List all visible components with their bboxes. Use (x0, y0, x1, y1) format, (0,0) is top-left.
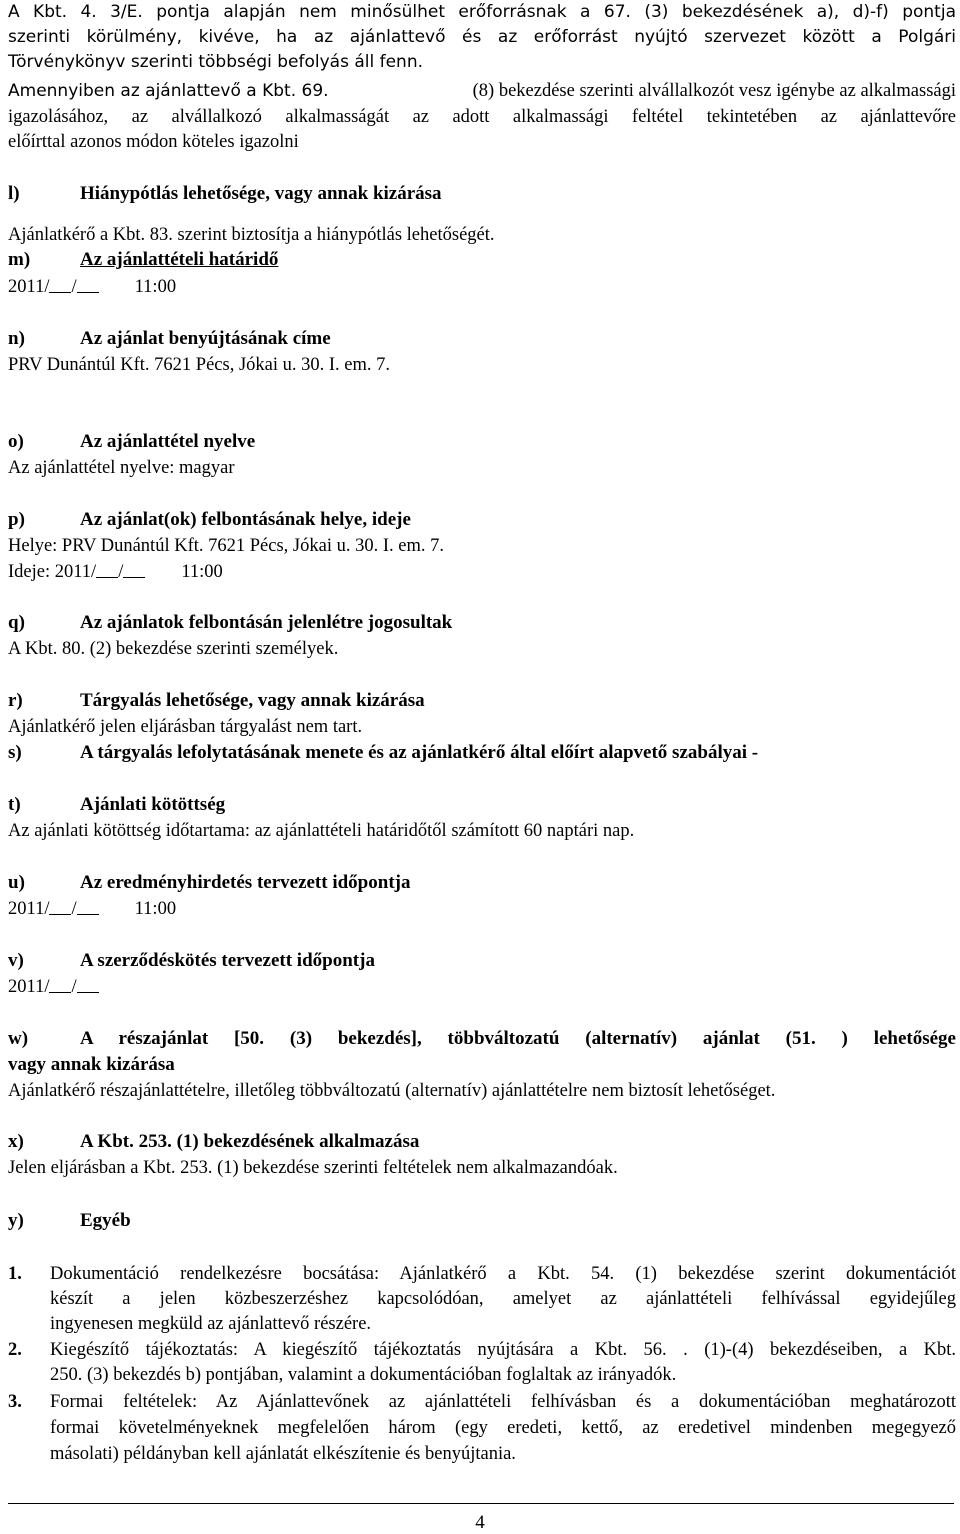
item-number: 2. (8, 1340, 22, 1360)
item-number: 3. (8, 1392, 22, 1412)
section-w-body: Ajánlatkérő részajánlattételre, illetőleg többváltozatú (alternatív) ajánlattételre nem biztosít lehetőséget. (8, 1081, 776, 1101)
section-letter: n) (8, 328, 25, 349)
section-letter: l) (8, 183, 20, 204)
section-title: A Kbt. 253. (1) bekezdésének alkalmazása (80, 1131, 420, 1152)
section-title: Ajánlati kötöttség (80, 794, 226, 815)
section-title: Az eredményhirdetés tervezett időpontja (80, 872, 411, 893)
section-u-heading (8, 872, 410, 894)
blank-day (77, 977, 99, 993)
page-number: 4 (475, 1512, 485, 1533)
item-number: 1. (8, 1264, 22, 1284)
section-letter: m) (8, 249, 31, 270)
date-prefix: 2011/ (8, 277, 50, 297)
intro-line-1: A Kbt. 4. 3/E. pontja alapján nem minősülhet erőforrásnak a 67. (3) bekezdésének a), d)-f) pontja (8, 2, 956, 22)
item-1-line-2: készít a jelen közbeszerzéshez kapcsolódóan, amelyet az ajánlattételi felhívással egyidejűleg (50, 1289, 956, 1309)
section-q-heading (8, 612, 452, 634)
section-o-heading (8, 431, 255, 453)
footer-divider (8, 1503, 954, 1504)
section-n-heading (8, 328, 331, 350)
intro-line-2: szerinti körülmény, kivéve, ha az ajánlattevő és az erőforrást nyújtó szervezet között a Polgári (8, 27, 956, 47)
section-l-heading (8, 183, 442, 205)
blank-month (49, 277, 71, 293)
section-w-heading-line2: vagy annak kizárása (8, 1054, 175, 1075)
blank-day (123, 562, 145, 578)
time: 11:00 (134, 277, 177, 297)
date-sep: / (71, 977, 77, 997)
blank-month (49, 899, 71, 915)
section-title: Hiánypótlás lehetősége, vagy annak kizárása (80, 183, 442, 204)
intro-line-4-serif: (8) bekezdése szerinti alvállalkozót vesz igénybe az alkalmassági (472, 81, 956, 101)
section-w-heading (8, 1028, 956, 1050)
date-sep: / (71, 277, 77, 297)
item-1-line-3: ingyenesen megküld az ajánlattevő részére. (50, 1314, 372, 1334)
time: 11:00 (181, 562, 223, 582)
section-x-heading (8, 1131, 419, 1153)
section-letter: r) (8, 690, 23, 711)
section-letter: u) (8, 872, 25, 893)
intro-line-4 (8, 80, 956, 102)
blank-month (96, 562, 118, 578)
intro-line-5: igazolásához, az alvállalkozó alkalmasságát az adott alkalmassági feltétel tekintetében az ajánlattevőre (8, 107, 956, 127)
date-sep: / (71, 899, 77, 919)
section-title: Egyéb (80, 1210, 131, 1231)
time: 11:00 (134, 899, 177, 919)
section-m-heading (8, 249, 278, 271)
section-letter: p) (8, 509, 25, 530)
section-p-heading (8, 509, 411, 531)
section-letter: o) (8, 431, 24, 452)
intro-line-6: előírttal azonos módon köteles igazolni (8, 132, 299, 152)
section-title: Tárgyalás lehetősége, vagy annak kizárása (80, 690, 425, 711)
section-s-heading (8, 742, 758, 764)
date-sep: / (118, 562, 124, 582)
section-r-body: Ajánlatkérő jelen eljárásban tárgyalást nem tart. (8, 717, 363, 737)
blank-day (77, 277, 99, 293)
item-3-line-3: másolati) példányban kell ajánlatát elkészítenie és benyújtania. (50, 1444, 516, 1464)
section-title: Az ajánlattételi határidő (80, 249, 279, 270)
item-3-line-2: formai követelményeknek megfelelően három (egy eredeti, kettő, az eredetivel mindenben megegyező (50, 1418, 956, 1438)
blank-day (77, 899, 99, 915)
date-prefix: 2011/ (8, 977, 50, 997)
date-prefix: Ideje: 2011/ (8, 562, 97, 582)
section-l-body: Ajánlatkérő a Kbt. 83. szerint biztosítja a hiánypótlás lehetőségét. (8, 225, 495, 245)
section-title: A részajánlat [50. (3) bekezdés], többváltozatú (alternatív) ajánlat (51. ) lehetősége (80, 1028, 956, 1049)
section-q-body: A Kbt. 80. (2) bekezdése szerinti személyek. (8, 639, 339, 659)
blank-month (49, 977, 71, 993)
intro-line-3: Törvénykönyv szerinti többségi befolyás áll fenn. (8, 52, 424, 72)
item-2-line-2: 250. (3) bekezdés b) pontjában, valamint a dokumentációban foglaltak az irányadók. (50, 1365, 677, 1385)
section-v-date (8, 976, 99, 998)
date-prefix: 2011/ (8, 899, 50, 919)
section-p-body1: Helye: PRV Dunántúl Kft. 7621 Pécs, Jókai u. 30. I. em. 7. (8, 536, 444, 556)
section-v-heading (8, 950, 375, 972)
section-title: Az ajánlat benyújtásának címe (80, 328, 331, 349)
section-x-body: Jelen eljárásban a Kbt. 253. (1) bekezdése szerinti feltételek nem alkalmazandóak. (8, 1158, 618, 1178)
section-n-body: PRV Dunántúl Kft. 7621 Pécs, Jókai u. 30. I. em. 7. (8, 355, 391, 375)
item-1-line-1: Dokumentáció rendelkezésre bocsátása: Ajánlatkérő a Kbt. 54. (1) bekezdése szerint dokumentációt (50, 1264, 956, 1284)
section-title: Az ajánlattétel nyelve (80, 431, 256, 452)
section-title: A szerződéskötés tervezett időpontja (80, 950, 375, 971)
section-m-date (8, 276, 176, 298)
section-letter: t) (8, 794, 21, 815)
section-y-heading (8, 1210, 131, 1232)
section-letter: x) (8, 1131, 24, 1152)
section-title: Az ajánlat(ok) felbontásának helye, ideje (80, 509, 411, 530)
intro-line-4-sans: Amennyiben az ajánlattevő a Kbt. 69. (8, 81, 329, 101)
section-u-date (8, 898, 176, 920)
section-t-body: Az ajánlati kötöttség időtartama: az ajánlattételi határidőtől számított 60 naptári nap. (8, 821, 635, 841)
section-title: A tárgyalás lefolytatásának menete és az ajánlatkérő által előírt alapvető szabályai - (80, 742, 759, 763)
section-letter: y) (8, 1210, 24, 1231)
section-r-heading (8, 690, 425, 712)
section-o-body: Az ajánlattétel nyelve: magyar (8, 458, 235, 478)
section-letter: w) (8, 1028, 29, 1049)
item-3-line-1: Formai feltételek: Az Ajánlattevőnek az ajánlattételi felhívásban és a dokumentációban meghatározott (50, 1392, 956, 1412)
section-t-heading (8, 794, 225, 816)
section-letter: q) (8, 612, 25, 633)
section-letter: s) (8, 742, 22, 763)
section-p-body2 (8, 561, 223, 583)
item-2-line-1: Kiegészítő tájékoztatás: A kiegészítő tájékoztatás nyújtására a Kbt. 56. . (1)-(4) bekezdéseiben, a Kbt. (50, 1340, 956, 1360)
section-title: Az ajánlatok felbontásán jelenlétre jogosultak (80, 612, 453, 633)
section-letter: v) (8, 950, 24, 971)
